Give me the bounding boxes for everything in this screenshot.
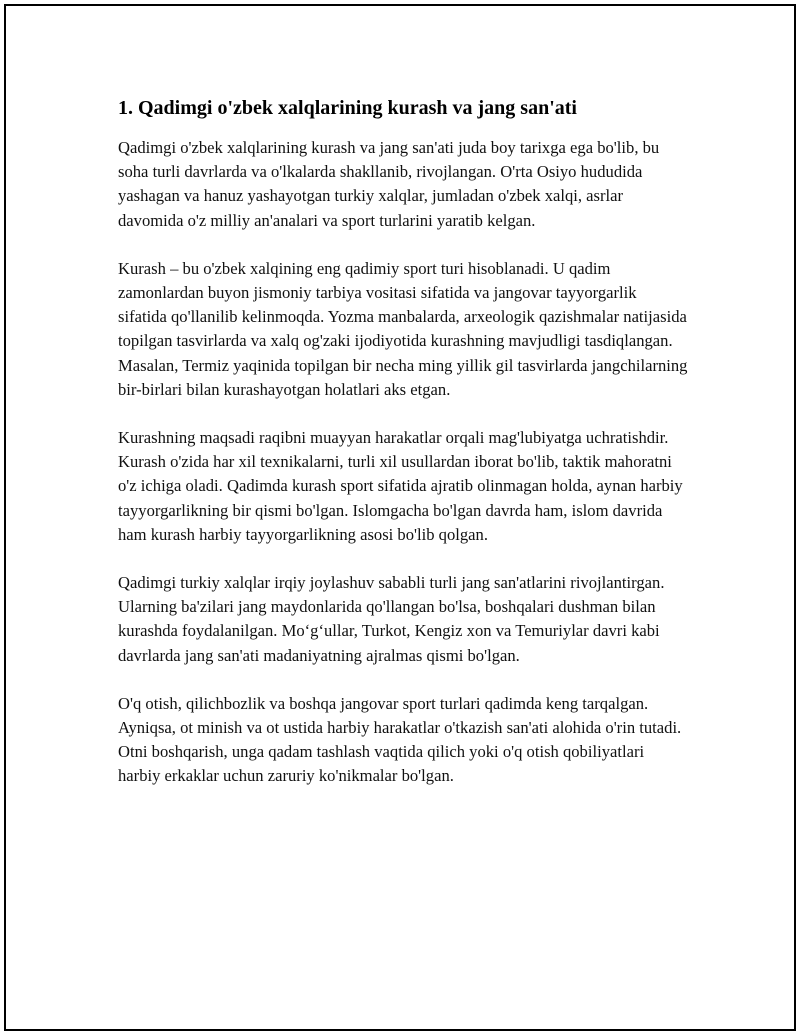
paragraph-kurash: Kurash – bu o'zbek xalqining eng qadimiy sport turi hisoblanadi. U qadim zamonlardan buyon jismoniy tarbiya vositasi sifatida va jangovar tayyorgarlik sifatida qo'llanilib kelinmoqda. Yozma manbalarda, arxeologik qazishmalar natijasida topilgan tasvirlarda va xalq og'zaki ijodiyotida kurashning mavjudligi tasdiqlangan. Masalan, Termiz yaqinida topilgan bir necha ming yillik gil tasvirlarda jangchilarning bir-birlari bilan kurashayotgan holatlari aks etgan. <box>118 258 688 399</box>
paragraph-purpose: Kurashning maqsadi raqibni muayyan harakatlar orqali mag'lubiyatga uchratishdir. Kurash o'zida har xil texnikalarni, turli xil usullardan iborat bo'lib, taktik mahoratni o'z ichiga oladi. Qadimda kurash sport sifatida ajratib olinmagan holda, aynan harbiy tayyorgarlikning bir qismi bo'lgan. Islomgacha bo'lgan davrda ham, islom davrida ham kurash harbiy tayyorgarlikning asosi bo'lib qolgan. <box>118 428 683 544</box>
paragraph-intro: Qadimgi o'zbek xalqlarining kurash va jang san'ati juda boy tarixga ega bo'lib, bu soha turli davrlarda va o'lkalarda shakllanib, rivojlangan. O'rta Osiyo hududida yashagan va hanuz yashayotgan turkiy xalqlar, jumladan o'zbek xalqi, asrlar davomida o'z milliy an'analari va sport turlarini yaratib kelgan. <box>118 138 660 230</box>
paragraph-archery: O'q otish, qilichbozlik va boshqa jangovar sport turlari qadimda keng tarqalgan. Ayniqsa, ot minish va ot ustida harbiy harakatlar o'tkazish san'ati alohida o'rin tutadi. Otni boshqarish, unga qadam tashlash vaqtida qilich yoki o'q otish qobiliyatlari harbiy erkaklar uchun zaruriy ko'nikmalar bo'lgan. <box>118 693 682 786</box>
section-heading: 1. Qadimgi o'zbek xalqlarining kurash va jang san'ati <box>118 97 577 119</box>
document-body <box>118 94 688 813</box>
paragraph-martial-arts: Qadimgi turkiy xalqlar irqiy joylashuv sababli turli jang san'atlarini rivojlantirgan. Ularning ba'zilari jang maydonlarida qo'llangan bo'lsa, boshqalari dushman bilan kurashda foydalanilgan. Mo‘g‘ullar, Turkot, Kengiz xon va Temuriylar davri kabi davrlarda jang san'ati madaniyatning ajralmas qismi bo'lgan. <box>118 573 665 665</box>
